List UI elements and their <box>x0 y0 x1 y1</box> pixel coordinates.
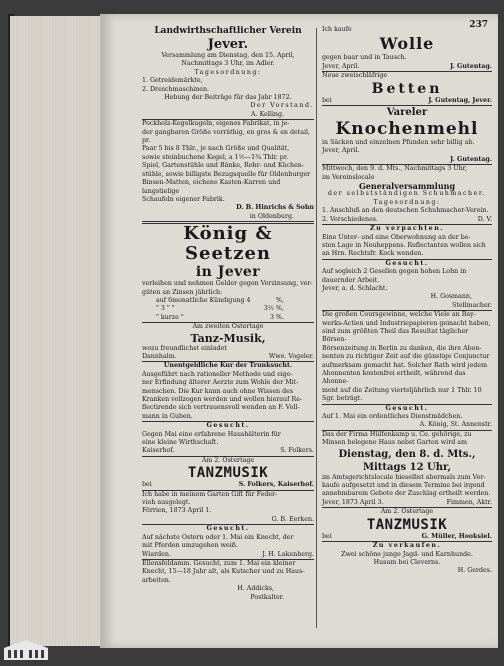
text-line: dauernder Arbeit. <box>322 276 380 284</box>
rate-value: %, <box>276 296 284 304</box>
text-line: sten Lage in Neuheppens. Reflectanten wollen sich <box>322 241 486 249</box>
signature: D. B. Hinrichs & Sohn <box>236 204 314 212</box>
ad-line: Am 2. Ostertage <box>380 508 434 516</box>
rate-label: " kurze " <box>156 313 184 321</box>
text-line: Ellensfeldamm. Gesucht, zum 1. Mai ein kleiner <box>142 559 296 567</box>
gesucht-title: Gesucht. <box>206 525 250 533</box>
text-line: arbeiten. <box>142 576 171 584</box>
label: bei <box>142 481 152 489</box>
agenda-item: 2. Dreschmaschinen. <box>142 85 209 93</box>
ad-line: Mittwoch, den 9. d. Mts., Nachmittags 3 Uhr, <box>322 165 467 173</box>
signature-row <box>322 533 492 541</box>
agenda-item: 2. Verschiedenes. <box>322 215 379 223</box>
signature: J. Gutentag. <box>450 155 492 163</box>
signature: Postkalter. <box>250 593 284 601</box>
signature: J. Gutentag. <box>450 62 492 70</box>
page-number: 237 <box>469 20 488 30</box>
bank-place: in Jever <box>195 264 261 281</box>
text-line: Börsenzeitung in Berlin zu danken, die ihre Abon- <box>322 344 482 352</box>
signature: G. B. Eerken. <box>271 515 314 523</box>
agenda-item: 1. Getreidemärkte, <box>142 77 203 85</box>
verkauf-title: Zu verkaufen. <box>372 542 442 550</box>
place: Wiarden. <box>142 550 171 558</box>
left-column <box>142 26 314 602</box>
text-line: ner Erfindung älterer Aerzte zum Wohle der Mit- <box>142 379 299 387</box>
text-line: Eine Unter- und eine Oberwohnung an der be- <box>322 233 471 241</box>
text-line: aufmerksam gemacht hat. Solcher Rath wird jedem <box>322 361 488 369</box>
signature-row <box>322 97 492 105</box>
bank-text <box>142 280 314 297</box>
text-line: an Hrn. Rechtsfr. Kock wenden. <box>322 250 424 258</box>
text-line: mit Pferden umzugehen weiß. <box>142 542 238 550</box>
signature: J. Gutentag, Jever. <box>428 96 492 104</box>
verein-line: Nachmittags 3 Uhr, im Adler. <box>181 60 275 68</box>
text-line: ment auf die Zeitung vierteljährlich nur 1 Thlr. 10 <box>322 386 482 394</box>
text-line: Spiel, Gartenstühle und Bänke, Rohr- und Küchen- <box>142 162 304 170</box>
text-line: stühle, sowie billigste Bezugsquelle für Oldenburger <box>142 170 311 178</box>
text-line: Auf nächste Ostern oder 1. Mai ein Knecht, der <box>142 533 294 541</box>
label: bei <box>322 96 332 104</box>
knochen-pre: Vareler <box>386 107 428 119</box>
ad-line: gegen baar und in Tausch. <box>322 54 407 62</box>
place: Jever, a. d. Schlacht. <box>322 284 388 292</box>
rate-label: auf 6monatliche Kündigung 4 <box>156 296 251 304</box>
signature: H. Addicks, <box>237 585 274 593</box>
place: Kaiserhof. <box>142 447 175 455</box>
agenda-heading: Tagesordnung: <box>373 198 441 206</box>
gesucht-text <box>142 534 314 551</box>
signature: Fimmen, Aktr. <box>446 498 492 506</box>
gesucht-title: Gesucht. <box>206 422 250 430</box>
text-line: Auf sogleich 2 Gesellen gegen hohen Lohn in <box>322 268 467 276</box>
ellens-text <box>142 560 314 585</box>
ad-line: Am 2. Ostertage <box>201 456 255 464</box>
text-line: Knecht, 15—18 Jahr alt, als Kutscher und zu Haus- <box>142 568 305 576</box>
signature: Wwe. Vogeler. <box>268 352 314 360</box>
signature: Der Vorstand. <box>250 102 314 110</box>
text-line: Gegen Mai eine erfahrene Haushälterin für <box>142 430 281 438</box>
verpacht-text <box>322 234 492 259</box>
gewinne-text <box>322 311 492 403</box>
rate-row <box>142 305 314 313</box>
text-line: Schaufeln eigener Fabrik. <box>142 195 225 203</box>
text-line: Sgr. beträgt. <box>322 395 363 403</box>
betten-title: Betten <box>371 80 443 97</box>
text-line: Das der Firma Hülfenkamp u. Co. gehörige, zu <box>322 430 472 438</box>
text-line: eine kleine Wirthschaft. <box>142 439 219 447</box>
ad-line: Husum bei Cleverns. <box>373 558 441 566</box>
ad-line: im Vereinslocale <box>322 173 375 181</box>
signature: A. Kelling. <box>251 110 284 118</box>
signature: H. Gosmann, <box>430 293 472 301</box>
verpacht-title: Zu verpachten. <box>370 225 444 233</box>
gesucht-text <box>322 268 492 285</box>
signature-row <box>142 551 314 559</box>
bank-rates <box>142 297 314 322</box>
ad-line: der selbstständigen Schuhmacher. <box>327 190 487 198</box>
gesucht-title: Gesucht. <box>385 259 429 267</box>
text-line: sowie steinbuchene Kegel, a 1½—1¾ Thlr. pr. <box>142 153 289 161</box>
text-line: Binsen-Matten, eichene Kasten-Karren und langstielige <box>142 179 281 195</box>
ad-line: Neue zweischläfrige <box>322 72 388 80</box>
ad-line: Am zweiten Ostertage <box>192 323 264 331</box>
verein-place: Jever. <box>207 37 249 52</box>
verein-title: Landwirthschaftlicher Verein <box>154 26 302 36</box>
kur-text <box>142 371 314 421</box>
text-line: Minsen belegene Haus nebst Garten wird am <box>322 439 467 447</box>
rate-value: 3 %. <box>270 313 284 321</box>
signature-row <box>322 499 492 507</box>
bank-title: König & Seetzen <box>183 223 273 265</box>
text-line: Kranken vollzogen werden und wollen hierauf Re- <box>142 396 303 403</box>
huelf-date: Dienstag, den 8. d. Mts., <box>338 448 476 460</box>
tanz-title: Tanz-Musik, <box>190 331 266 345</box>
place: Jever, April. <box>322 62 360 70</box>
text-line: verleihen und nehmen Gelder gegen Verzinsung, ver- <box>142 280 313 288</box>
column-divider <box>316 28 317 628</box>
right-column <box>322 26 492 576</box>
text-line: annehmbarem Gebote der Zuschlag ertheilt werden. <box>322 490 491 498</box>
gesucht-title: Gesucht. <box>385 404 429 412</box>
text-line: Pockholz-Kegelkugeln, eigenes Fabrikat, in je- <box>142 120 290 128</box>
text-line: Ich habe in meinem Garten Gift für Feder- <box>142 490 278 498</box>
text-line: mann in Guben. <box>142 412 193 420</box>
agenda-item: 1. Anschluß an den deutschen Schuhmacher-Verein. <box>322 207 489 215</box>
place: Förrien, 1873 April 1. <box>142 507 212 515</box>
text-line: nenten zu richtiger Zeit auf die günstige Conjunctur <box>322 353 490 361</box>
signature-row <box>142 481 314 489</box>
text-line: im Amtsgerichtslocale hieselbst abermals zum Ver- <box>322 473 486 481</box>
verein-line: Versammlung am Dienstag, den 15. April, <box>161 52 295 59</box>
ad-line: Ich kaufe <box>322 26 352 33</box>
huelf-text <box>322 431 492 448</box>
text-line: sind zum größten Theil das Resultat täglicher Börsen- <box>322 327 469 344</box>
text-line: Ausgeführt nach rationeller Methode und eige- <box>142 370 293 378</box>
agenda-heading: Tagesordnung: <box>194 68 262 76</box>
gesucht-text <box>142 431 314 448</box>
text-line: menschen. Die Kur kann auch ohne Wissen des <box>142 387 294 395</box>
label: bei <box>322 532 332 540</box>
knochen-title: Knochenmehl <box>335 119 479 140</box>
general-title: Generalversammlung <box>358 181 456 192</box>
signature: A. König, St. Annenstr. <box>419 421 492 429</box>
signature: in Oldenburg. <box>249 212 294 220</box>
text-line: werks-Actien und Industriepapieren gemacht haben, <box>322 319 491 327</box>
place: Jever, April. <box>322 147 360 155</box>
tanz2-title: TANZMUSIK <box>187 465 269 482</box>
signature-row <box>142 447 314 455</box>
garten-text <box>142 491 314 508</box>
text-line: Die großen Coursgewinne, welche Viele an Bay- <box>322 311 476 319</box>
huelf-time: Mittags 12 Uhr, <box>362 461 452 473</box>
wolle-title: Wolle <box>379 34 435 54</box>
signature: D. V. <box>477 215 492 223</box>
huelf-text <box>322 474 492 499</box>
library-logo-icon <box>4 640 48 660</box>
rate-row <box>142 314 314 322</box>
signature: S. Folkers. <box>280 447 314 455</box>
agenda-item: Hebung der Beiträge für das Jahr 1872. <box>164 94 292 102</box>
text-line: der gangbaren Größe vorräthig, en gros & en detail, pr. <box>142 128 311 145</box>
signature: H. Gerdes. <box>457 567 492 575</box>
rate-label: " 3 " " <box>156 305 175 313</box>
kegel-ad-text <box>142 120 314 204</box>
page-edges <box>10 16 104 646</box>
signature: G. Müller, Hooksiel. <box>421 532 492 540</box>
text-line: flectirende sich vertrauensvoll wenden an F. Voll- <box>142 404 300 412</box>
ad-line: Auf 1. Mai ein ordentliches Dienstmädchen. <box>322 413 463 421</box>
place: Jever, 1873 April 3. <box>322 498 384 506</box>
signature: Stellmacher. <box>452 301 492 309</box>
signature-row <box>322 63 492 71</box>
rate-value: 3½ %, <box>263 305 284 313</box>
text-line: güten an Zinsen jährlich: <box>142 288 223 296</box>
ad-line: wozu freundlichst einladet <box>142 344 227 352</box>
ad-line: Zwei schöne junge Jagd- und Karnhunde. <box>341 550 473 558</box>
place: Dannhalm. <box>142 352 177 360</box>
kur-title: Unentgeldliche Kur der Trunksucht. <box>163 362 293 370</box>
text-line: Abonnenten kostenfrei ertheilt, während das Abonne- <box>322 370 466 386</box>
agenda-row <box>322 216 492 224</box>
ad-line: in Säcken und einzelnen Pfunden sehr billig ab. <box>322 139 475 147</box>
signature: S. Folkers, Kaiserhof. <box>238 481 314 489</box>
text-line: kaufe aufgesetzt und in diesem Termine bei irgend <box>322 482 485 490</box>
signature: J. H. Lakenberg. <box>262 550 314 558</box>
rate-row <box>142 297 314 305</box>
text-line: Paar 5 bis 8 Thlr., je nach Größe und Qualität, <box>142 145 290 153</box>
tanz3-title: TANZMUSIK <box>366 516 448 533</box>
signature-row <box>142 353 314 361</box>
text-line: vieh ausgelegt. <box>142 499 191 507</box>
